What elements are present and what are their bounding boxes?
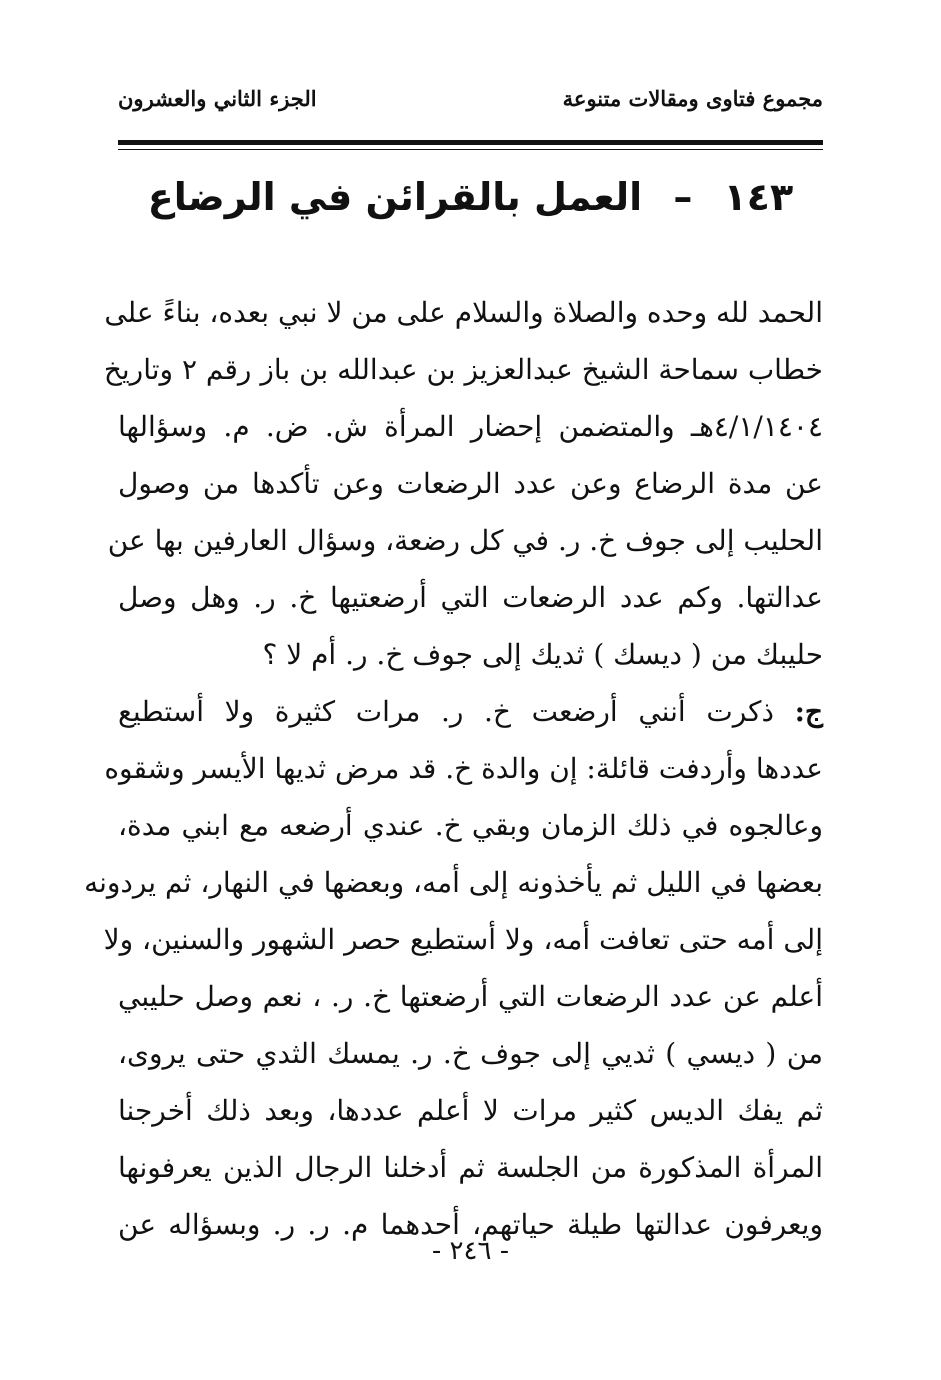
answer-first-text: ذكرت أنني أرضعت خ. ر. مرات كثيرة ولا أستطيع — [118, 695, 774, 728]
question-paragraph — [103, 284, 823, 683]
section-title-text: العمل بالقرائن في الرضاع — [147, 175, 643, 219]
text-line: الحليب إلى جوف خ. ر. في كل رضعة، وسؤال العارفين بها عن — [107, 524, 823, 557]
text-line: من ( ديسي ) ثديي إلى جوف خ. ر. يمسك الثدي حتى يروى، — [118, 1037, 823, 1070]
header-rule-thick — [118, 140, 823, 145]
text-line: عدالتها. وكم عدد الرضعات التي أرضعتيها خ. ر. وهل وصل — [118, 581, 823, 614]
answer-paragraph — [84, 683, 824, 1253]
page-number: - ٢٤٦ - — [431, 1236, 510, 1266]
text-line: خطاب سماحة الشيخ عبدالعزيز بن عبدالله بن باز رقم ٢ وتاريخ — [103, 353, 823, 386]
text-line: وعالجوه في ذلك الزمان وبقي خ. عندي أرضعه مع ابني مدة، — [118, 809, 823, 842]
section-number: ١٤٣ — [723, 175, 794, 219]
answer-first-line — [118, 683, 823, 740]
body-text — [84, 284, 824, 1253]
running-header — [118, 86, 823, 126]
text-line: الحمد لله وحده والصلاة والسلام على من لا نبي بعده، بناءً على — [104, 296, 823, 329]
book-title: مجموع فتاوى ومقالات متنوعة — [562, 86, 823, 111]
text-line: بعضها في الليل ثم يأخذونه إلى أمه، وبعضها في النهار، ثم يردونه — [84, 866, 823, 899]
text-line: أعلم عن عدد الرضعات التي أرضعتها خ. ر. ، نعم وصل حليبي — [118, 980, 823, 1013]
text-line: ٤/١/١٤٠٤هـ والمتضمن إحضار المرأة ش. ض. م. وسؤالها — [118, 410, 823, 443]
text-line: ويعرفون عدالتها طيلة حياتهم، أحدهما م. ر. ر. وبسؤاله عن — [118, 1208, 823, 1241]
volume-part: الجزء الثاني والعشرون — [118, 86, 317, 111]
section-title — [118, 175, 823, 219]
header-rule-thin — [118, 149, 823, 150]
answer-mark: ج: — [794, 695, 824, 728]
text-line: حليبك من ( ديسك ) ثديك إلى جوف خ. ر. أم لا ؟ — [262, 638, 823, 671]
text-line: ثم يفك الديس كثير مرات لا أعلم عددها، وبعد ذلك أخرجنا — [118, 1094, 823, 1127]
text-line: المرأة المذكورة من الجلسة ثم أدخلنا الرجال الذين يعرفونها — [118, 1151, 823, 1184]
text-line: عددها وأردفت قائلة: إن والدة خ. قد مرض ثديها الأيسر وشقوه — [104, 752, 823, 785]
text-line: إلى أمه حتى تعافت أمه، ولا أستطيع حصر الشهور والسنين، ولا — [103, 923, 823, 956]
section-dash: – — [673, 175, 693, 219]
text-line: عن مدة الرضاع وعن عدد الرضعات وعن تأكدها من وصول — [118, 467, 823, 500]
